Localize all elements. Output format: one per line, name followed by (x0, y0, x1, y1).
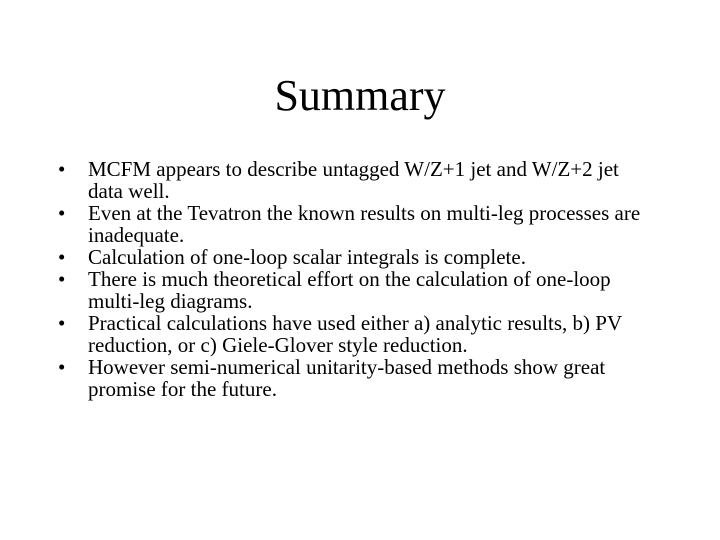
bullet-dot-icon: • (58, 201, 66, 225)
bullet-item (58, 246, 658, 268)
bullet-list (58, 158, 658, 400)
bullet-dot-icon: • (58, 311, 66, 335)
bullet-dot-icon: • (58, 245, 66, 269)
bullet-text: MCFM appears to describe untagged W/Z+1 jet and W/Z+2 jet data well. (88, 157, 619, 203)
bullet-text: Calculation of one-loop scalar integrals is complete. (88, 245, 526, 269)
bullet-item (58, 268, 658, 312)
bullet-item (58, 202, 658, 246)
bullet-item (58, 158, 658, 202)
bullet-dot-icon: • (58, 157, 66, 181)
bullet-item (58, 312, 658, 356)
bullet-text: There is much theoretical effort on the calculation of one-loop multi-leg diagrams. (88, 267, 611, 313)
bullet-text: Practical calculations have used either a) analytic results, b) PV reduction, or c) Giele-Glover style reduction. (88, 311, 622, 357)
bullet-dot-icon: • (58, 355, 66, 379)
bullet-item (58, 356, 658, 400)
bullet-dot-icon: • (58, 267, 66, 291)
bullet-text: Even at the Tevatron the known results on multi-leg processes are inadequate. (88, 201, 641, 247)
slide-title: Summary (274, 71, 446, 120)
bullet-text: However semi-numerical unitarity-based methods show great promise for the future. (88, 355, 606, 401)
